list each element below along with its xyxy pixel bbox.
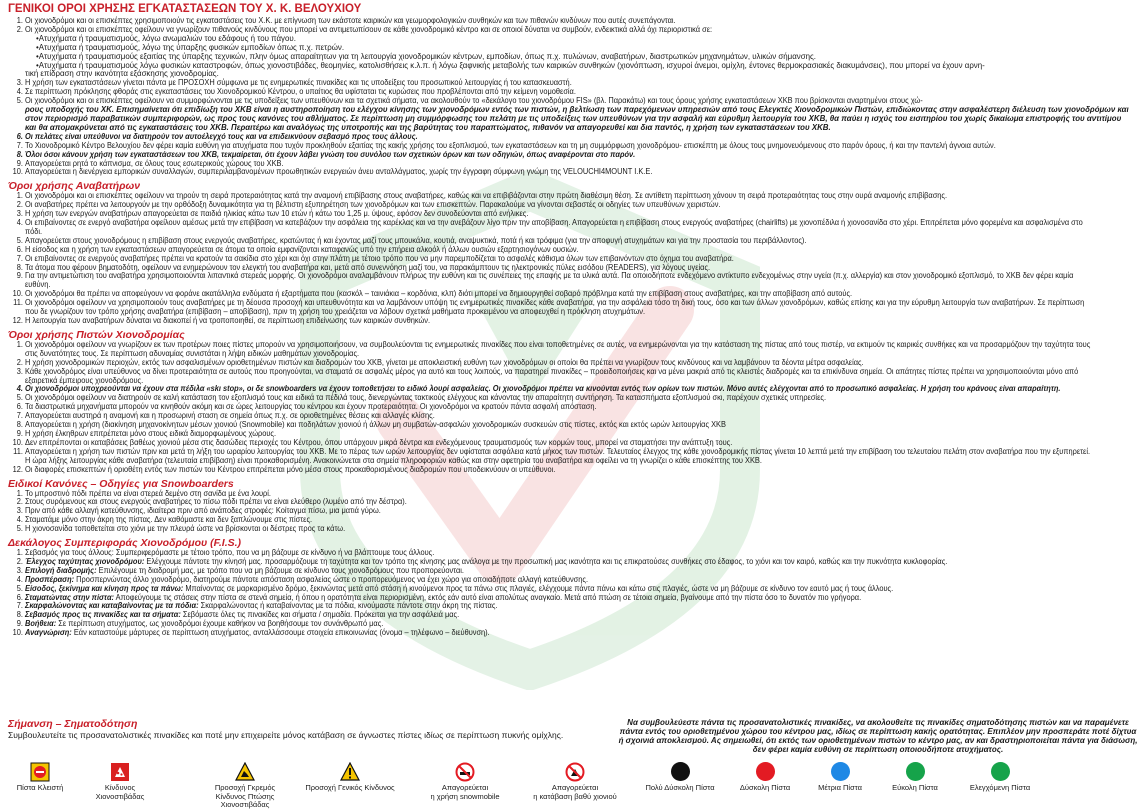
difficulty-label: Μέτρια Πίστα	[818, 783, 862, 792]
list-item: 8. Απαγορεύεται η χρήση (διακίνηση μηχανοκίνητων μέσων χιονιού (Snowmobile) και ποδηλάτων χιονιού ή άλλων μη συμβατών-ασφαλών χιονοδρομικών συσκευών στις πίστες, εκτός και εκτός ωρών λειτουργίας ΧΚΒ	[25, 421, 1097, 430]
fis-term: Βοήθεια:	[25, 619, 57, 629]
section-title-signs: Σήμανση – Σηματοδότηση	[8, 718, 138, 730]
list-item: 5. Η χιονοσανίδα τοποθετείται στο χιόνι με την πλευρά ώστε να βρίσκονται οι δέστρες προς τα κάτω.	[25, 525, 1097, 534]
fis-text: Σε περίπτωση ατυχήματος, ως χιονοδρόμοι έχουμε καθήκον να βοηθήσουμε τον συνάνθρωπό μας.	[56, 619, 384, 629]
list-subitem: •Ατυχήματα ή τραυματισμούς λόγω φυσικών καταστροφών, όπως χιονοστιβάδες, θεομηνίες, κατολισθήσεις κ.λ.π. ή λόγω ξαφνικής μεταβολής των καιρικών συνθηκών (χιονόπτωση, ισχυροί άνεμοι, ομίχλη, έντονες θερμοκρασιακές διακυμάνσεις), που μπορεί να έχουν αρνη-	[36, 60, 985, 70]
list-item: 3. Κάθε χιονοδρόμος είναι υπεύθυνος να δίνει προτεραιότητα σε αυτούς που προηγούνται, να σταματά σε ασφαλές μέρος για αυτό και τους λοιπούς, να παρατηρεί πινακίδες – προειδοποιήσεις και να μένει μακριά από τις κλειστές διαδρομές και τα επικίνδυνα σημεία. Οι απάτητες πίστες πρέπει να χρησιμοποιούνται μόνο από εξαιρετικά έμπειρους χιονοδρόμους.	[25, 368, 1097, 386]
general-danger-icon	[340, 762, 360, 782]
cliff-warning-icon	[235, 762, 255, 782]
difficulty-easy	[875, 762, 955, 793]
general-terms-list	[8, 79, 1132, 106]
fis-text: Σεβασμός για τους άλλους: Συμπεριφερόμαστε με τέτοιο τρόπο, που να μη βάζουμε σε κίνδυνο ή να βλάπτουμε τους άλλους.	[25, 548, 435, 558]
list-item: 8. Τα άτομα που φέρουν βηματοδότη, οφείλουν να ενημερώνουν τον ελεγκτή του αναβατήρα και, μετά από συνεννόηση μαζί του, να παρακάμπτουν τις ηλεκτρονικές πύλες εισόδου (READERS), για λόγους υγείας.	[25, 264, 1097, 273]
safety-notice: Να συμβουλεύεστε πάντα τις προσανατολιστικές πινακίδες, να ακολουθείτε τις πινακίδες σηματοδότησης πιστών και να παραμένετε πάντα εντός του οριοθετημένου χώρου του κέντρου μας, ιδίως σε περίπτωση κακής ορατότητας. Επιπλέον μην προσπεράτε ποτέ δίχτυα ή σχοινιά αποκλεισμού. Ας σημειωθεί, ότι εκτός των οριοθετημένων πιστών το κέντρο μας, αν και δραστηριοποιείται πάντα για διάσωση, δεν φέρει καμία ευθύνη σε περίπτωση οποιουδήποτε ατυχήματος.	[618, 718, 1138, 754]
list-item: 11. Οι χιονοδρόμοι οφείλουν να χρησιμοποιούν τους αναβατήρες με τη δέουσα προσοχή και υπευθυνότητα και να λαμβάνουν υπόψη τις ενημερωτικές πινακίδες κάθε αναβατήρα, για την ασφάλεια τόσο τη δική τους, όσο και των άλλων χιονοδρόμων, καθώς επίσης και για την εύρυθμη λειτουργία των αναβατήρων. Σε περίπτωση που δε γνωρίζουν τον τρόπο χρήσης αναβατήρα (επιβίβαση – αποβίβαση), πριν τη χρήση του χρειάζεται να λάβουν σχετικά μαθήματα προκειμένου να αποφευχθεί η πρόκληση ατυχημάτων.	[25, 299, 1097, 317]
closed-slope-icon	[30, 762, 50, 782]
fis-term: Επιλογή διαδρομής:	[25, 565, 97, 575]
difficulty-label: Εύκολη Πίστα	[892, 783, 938, 792]
sign-closed-slope	[0, 762, 80, 793]
list-item: 2. Η χρήση χιονοδρομικών περιοχών, εκτός των ασφαλισμένων οριοθετημένων πιστών και διαδρομών του ΧΚΒ, γίνεται με αποκλειστική ευθύνη των χιονοδρόμων οι οποίοι θα πρέπει να γνωρίζουν τους κινδύνους και να λαμβάνουν τα δέοντα μέτρα ασφαλείας.	[25, 359, 1097, 368]
fis-term: Έλεγχος ταχύτητας χιονοδρόμου:	[25, 556, 145, 566]
fis-text: Προσπερνώντας άλλο χιονοδρόμο, διατηρούμε πάντοτε απόσταση ασφαλείας ώστε ο προπορευόμενος να έχει χώρο για οποιαδήποτε αλλαγή κατεύθυνσης.	[74, 574, 589, 584]
signs-description: Συμβουλευτείτε τις προσανατολιστικές πινακίδες και ποτέ μην επιχειρείτε μόνος κατάβαση σε άγνωστες πίστες ιδίως σε περίπτωση πυκνής ομίχλης.	[8, 730, 564, 740]
list-item: 10. Δεν επιτρέπονται οι καταβάσεις βαθέως χιονιού μέσα στις δασώδεις περιοχές του Κέντρου, όπου υπάρχουν μικρά δέντρα και ενδεχόμενους τραυματισμούς των κορμών τους, μπορεί να σταματήσει την ανάπτυξη τους.	[25, 439, 1097, 448]
list-item: 5. Απαγορεύεται στους χιονοδρόμους η επιβίβαση στους ενεργούς αναβατήρες, κρατώντας ή και έχοντας μαζί τους μπουκάλια, κουτιά, αναψυκτικά, ποτά ή και τρόφιμα (για την αποφυγή ατυχημάτων και για την προστασία του περιβάλλοντος).	[25, 237, 1097, 246]
list-item: 9. Για την αντιμετώπιση του αναβατήρα χρησιμοποιούνται λιπαντικά στερεάς μορφής. Οι χιονοδρόμοι αναλαμβάνουν πλήρως την ευθύνη και τις συνέπειες της επαφής με τα υλικά αυτά. Πα οποιοδήποτε ενδεχόμενο αντίκτυπο ενδεχομένως στην υγεία (π.χ. αλλεργία) και στον χιονοδρομικό εξοπλισμό, το ΧΚΒ δεν φέρει καμία ευθύνη.	[25, 272, 1097, 290]
sign-no-snowmobile	[415, 762, 515, 801]
fis-term: Είσοδος, ξεκίνημα και κίνηση προς τα πάνω:	[25, 583, 184, 593]
list-item	[25, 629, 1097, 638]
difficulty-dot	[906, 762, 925, 781]
lifts-terms-list	[8, 192, 1132, 326]
list-item: 5. Οι χιονοδρόμοι και οι επισκέπτες οφείλουν να συμμορφώνονται με τις υποδείξεις των υπευθύνων και τα σχετικά σήματα, να ακολουθούν το «δεκάλογο του χιονοδρόμου FIS» (βλ. Παρακάτω) και τους όρους χρήσης εγκαταστάσεων ΧΚΒ που βρίσκονται αναρτημένοι στους χώ-	[25, 97, 1097, 106]
sign-no-deep-snow	[525, 762, 625, 801]
difficulty-very-hard	[640, 762, 720, 793]
sign-general-danger	[300, 762, 400, 793]
no-snowmobile-icon	[455, 762, 475, 782]
fis-term: Σκαρφαλώνοντας και καταβαίνοντας με τα πόδια:	[25, 601, 199, 611]
list-item: 9. Η χρήση έλκηθρων επιτρέπεται μόνο στους ειδικά διαμορφωμένους χώρους.	[25, 430, 1097, 439]
list-item: 3. Η χρήση των εγκαταστάσεων γίνεται πάντα με ΠΡΟΣΟΧΗ σύμφωνα με τις ενημερωτικές πινακίδες και τις υποδείξεις του προσωπικού λειτουργίας ή του κατασκευαστή.	[25, 79, 1097, 88]
difficulty-controlled	[955, 762, 1045, 793]
sign-cliff-warning	[195, 762, 295, 810]
list-item: 7. Οι επιβαίνοντες σε ενεργούς αναβατήρες πρέπει να κρατούν τα σακίδια στο χέρι και όχι στην πλάτη με τέτοιο τρόπο που να μην παρεμποδίζεται το ασφαλές κάθισμα όλων των επιβαινόντων στο όχημα του αναβατήρα.	[25, 255, 1097, 264]
list-subitem: •Ατυχήματα ή τραυματισμούς, λόγω της ύπαρξης φυσικών εμποδίων όπως π.χ. πετρών.	[36, 42, 345, 52]
difficulty-dot	[831, 762, 850, 781]
sign-label: Προσοχή Γκρεμός	[214, 783, 276, 792]
list-item: 12. Η λειτουργία των αναβατήρων δύναται να διακοπεί ή να τροποποιηθεί, σε περίπτωση επιδείνωσης των καιρικών συνθηκών.	[25, 317, 1097, 326]
list-item: 3. Η χρήση των ενεργών αναβατήρων απαγορεύεται σε παιδιά ηλικίας κάτω των 10 ετών ή κάτω του 1,25 μ. ύψους, εφόσον δεν συνοδεύονται από ενήλικες.	[25, 210, 1097, 219]
fis-text: Αποφεύγουμε τις στάσεις στην πίστα σε στενά σημεία, ή όπου η ορατότητα είναι περιορισμένη, εκτός εάν αυτό είναι απολύτως αναγκαίο. Μετά από πτώση σε τέτοια σημεία, βγαίνουμε από την πίστα όσο το δυνατόν πιο γρήγορα.	[114, 592, 862, 602]
fis-text: Σκαρφαλώνοντας ή καταβαίνοντας με τα πόδια, κινούμαστε πάντοτε στην άκρη της πίστας.	[198, 601, 498, 611]
fis-text: Επιλέγουμε τη διαδρομή μας, με τρόπο που να μη βάζουμε σε κίνδυνο τους χιονοδρόμους που προπορεύονται.	[96, 565, 464, 575]
sign-label: Απαγορεύεται	[551, 783, 599, 792]
section-title-fis: Δεκάλογος Συμπεριφοράς Χιονοδρόμου (F.I.S.)	[8, 537, 242, 550]
fis-code-list	[8, 549, 1132, 638]
list-subitem: τική επίδραση στην ικανότητα εξάσκησης χιονοδρομίας.	[25, 69, 219, 79]
sign-label: Κίνδυνος Χιονοστιβάδας	[95, 783, 145, 801]
list-item: 1. Οι χιονοδρόμοι και οι επισκέπτες χρησιμοποιούν τις εγκαταστάσεις του Χ.Κ. με επίγνωση των εκάστοτε καιρικών και γεωμορφολογικών συνθηκών και των πιθανών κινδύνων που αυτές συνεπάγονται.	[25, 17, 1097, 26]
list-item: 6. Οι πελάτες είναι υπεύθυνοι να διατηρούν τον αυτοέλεγχό τους και να επιδεικνύουν σεβασμό προς τους άλλους.	[25, 133, 1097, 142]
list-item: 6. Τα διαστρωτικά μηχανήματα μπορούν να κινηθούν ακόμη και σε ώρες λειτουργίας του κέντρου και έχουν προτεραιότητα. Οι χιονοδρόμοι να κρατούν πάντα ασφαλή απόσταση.	[25, 403, 1097, 412]
list-item: 3. Πριν από κάθε αλλαγή κατεύθυνσης, ιδιαίτερα πριν από ανάποδες στροφές: Κοίταγμα πίσω, μια ματιά γύρω.	[25, 507, 1097, 516]
difficulty-dot	[671, 762, 690, 781]
list-item: 5. Οι χιονοδρόμοι οφείλουν να διατηρούν σε καλή κατάσταση τον εξοπλισμό τους και ειδικά τα πέδιλά τους, διενεργώντας τακτικούς ελέγχους και κάνοντας την απαραίτητη συντήρηση. Τα κατασπήματα εξοπλισμού σκι, παρέχουν σχετικές υπηρεσίες.	[25, 394, 1097, 403]
difficulty-dot	[756, 762, 775, 781]
difficulty-label: Δύσκολη Πίστα	[739, 783, 791, 792]
sign-label: Πίστα Κλειστή	[16, 783, 64, 792]
section-title-lifts: Όροι χρήσης Αναβατήρων	[8, 180, 141, 193]
fis-term: Σεβασμός προς τις πινακίδες και τα σήματα:	[25, 610, 181, 620]
enforcement-note: ρους υποδοχής του ΧΚ. Επισημαίνεται ότι επιδίωξη του ΧΚΒ είναι η αυστηροποίηση του ελέγχου κίνησης των χιονοδρόμων εντός των πιστών, η βελτίωση των παρεχόμενων υπηρεσιών από τους Ελεγκτές Χιονοδρομικών Πιστών, επιδιώκοντας στην ασφαλέστερη διέλευση των χιονοδρόμων και στον περιορισμό παραβατικών συμπεριφορών, ως προς τους κανόνες του αθλήματος. Σε περίπτωση μη συμμόρφωσης του πελάτη με τις υποδείξεις των υπευθύνων για την ασφαλή και εύρυθμη λειτουργία του ΧΚΒ, θα παύει η ισχύς του εισιτηρίου του χωρίς δικαίωμα επιστροφής του αντιτίμου και θα απομακρύνεται από τις εγκαταστάσεις του ΧΚΒ. Περαιτέρω και αναλόγως της υποτροπής και της βαρύτητας του παραπτώματος, πιθανόν να απαγορευθεί και δια παντός, η χρήση των εγκαταστάσεων του ΧΚΒ.	[25, 105, 1129, 132]
general-terms-list	[8, 17, 1132, 35]
fis-text: Ελέγχουμε πάντοτε την κίνησή μας. προσαρμόζουμε τη ταχύτητα και τον τρόπο της κίνησης μας ανάλογα με την προσωπική μας ικανότητα και τις επικρατούσες συνθήκες στο έδαφος, το χιόνι και τον καιρό, καθώς και την πυκνότητα κυκλοφορίας.	[144, 556, 948, 566]
list-item: 4. Σταματάμε μόνο στην άκρη της πίστας. Δεν καθόμαστε και δεν ξαπλώνουμε στις πίστες.	[25, 516, 1097, 525]
list-item: 7. Το Χιονοδρομικό Κέντρο Βελουχίου δεν φέρει καμία ευθύνη για ατυχήματα που τυχόν προκληθούν εξαιτίας της κακής χρήσης του εξοπλισμού, των εγκαταστάσεων και τη μη συμμόρφωση χιονοδρόμου- επισκέπτη με όλους τους μνημονευόμενους στο παρόν όρους, ή και την παντελή άγνοια αυτών.	[25, 142, 1097, 151]
sign-label: η χρήση snowmobile	[430, 791, 500, 801]
sign-label: Κίνδυνος Πτώσης Χιονοστιβάδας	[215, 791, 275, 809]
difficulty-label: Ελεγχόμενη Πίστα	[969, 783, 1031, 792]
signage-section	[8, 718, 1138, 754]
list-subitem: •Ατυχήματα ή τραυματισμούς εξαιτίας της ύπαρξης τεχνικών, πλην όμως απαραίτητων για τη λειτουργία χιονοδρομικών κέντρων, εμποδίων, όπως π.χ. πυλώνων, αναβατήρων, διαστρωτικών μηχανημάτων, υλικών σήμανσης.	[36, 51, 816, 61]
list-item: 1. Οι χιονοδρόμοι και οι επισκέπτες οφείλουν να τηρούν τη σειρά προτεραιότητας κατά την αναμονή επιβίβασης στους αναβατήρες, καθώς και να επιβιβάζονται στην πρώτη διαθέσιμη θέση. Σε αντίθετη περίπτωση χάνουν τη σειρά προτεραιότητας τους στην ουρά αναμονής επιβίβασης.	[25, 192, 1097, 201]
list-item: 8. Όλοι όσοι κάνουν χρήση των εγκαταστάσεων του ΧΚΒ, τεκμαίρεται, ότι έχουν λάβει γνώση του συνόλου των σχετικών όρων και των οδηγιών, όπως αναφέρονται στο παρόν.	[25, 151, 1097, 160]
snowboard-rules-list	[8, 490, 1132, 535]
sign-label: Προσοχή Γενικός Κίνδυνος	[305, 783, 395, 792]
slopes-terms-list	[8, 341, 1132, 475]
fis-text: Εάν καταστούμε μάρτυρες σε περίπτωση ατυχήματος, ανταλλάσσουμε στοιχεία επικοινωνίας (όνομα – τηλέφωνο – διεύθυνση).	[71, 628, 490, 638]
list-item: 1. Οι χιονοδρόμοι οφείλουν να γνωρίζουν εκ των προτέρων ποιες πίστες μπορούν να χρησιμοποιήσουν, να συμβουλεύονται τις ενημερωτικές πινακίδες που είναι τοποθετημένες σε αυτές, να ενημερώνονται για την κατάσταση της πίστας από τους πιστέρ, να εκτιμούν τις καιρικές συνθήκες και να προσαρμόζουν την ταχύτητα τους στις δυνατότητες τους. Σε περίπτωση αδυναμίας συνιστάται η λήψη ειδικών μαθημάτων χιονοδρομίας.	[25, 341, 1097, 359]
general-terms-list	[8, 133, 1132, 178]
list-item: 10. Οι χιονοδρόμοι θα πρέπει να αποφεύγουν να φοράνε ακατάλληλα ενδύματα ή εξαρτήματα που (κασκόλ – ταινιάκια – κορδόνια, κλπ) διότι μπορεί να δημιουργηθεί σοβαρό πρόβλημα κατά την επιβίβαση στους αναβατήρες, και την αποβίβαση από αυτούς.	[25, 290, 1097, 299]
list-item: 6. Η είσοδος και η χρήση των εγκαταστάσεων απαγορεύεται σε άτομα τα οποία εμφανίζονται καταφανώς υπό την επήρεια αλκοόλ ή άλλων ουσιών εξαρτησιογόνων ουσιών.	[25, 246, 1097, 255]
sign-label: η κατάβαση βαθύ χιονιού	[533, 791, 617, 801]
list-item: 10. Απαγορεύεται η διενέργεια εμπορικών συναλλαγών, συμπεριλαμβανομένων προωθητικών ενεργειών άνευ ανταλλάγματος, χωρίς την έγγραφη σύμφωνη γνώμη της VELOUCHI4MOUNT I.K.E.	[25, 168, 1097, 177]
list-item: 9. Απαγορεύεται ρητά το κάπνισμα, σε όλους τους εσωτερικούς χώρους του ΧΚΒ.	[25, 160, 1097, 169]
fis-text: Σεβόμαστε όλες τις πινακίδες και σήματα / σημαδία. Πρόκειται για την ασφάλειά μας.	[180, 610, 460, 620]
sign-avalanche-danger	[80, 762, 160, 801]
fis-term: Αναγνώριση:	[25, 628, 72, 638]
list-item: 7. Απαγορεύεται αυστηρά η αναμονή και η προσωρινή σταση σε σημεία όπως π.χ. σε οριοθετημένες θέσεις και αλλαγές κλίσης.	[25, 412, 1097, 421]
difficulty-label: Πολύ Δύσκολη Πίστα	[645, 783, 715, 792]
list-item: 4. Σε περίπτωση πρόκλησης φθοράς στις εγκαταστάσεις του Χιονοδρομικού Κέντρου, ο υπαίτιος θα υφίσταται τις κυρώσεις που προβλέπονται από την κείμενη νομοθεσία.	[25, 88, 1097, 97]
list-item: 12. Οι διαφορές επισκεπτών ή οριοθέτη εντός των πιστών του Κέντρου επιτρέπεται μόνο μέσα στους προκαθορισμένους διαδρομών που υποδεικνύουν οι υπεύθυνοι.	[25, 466, 1097, 475]
page-title: ΓΕΝΙΚΟΙ ΟΡΟΙ ΧΡΗΣΗΣ ΕΓΚΑΤΑΣΤΑΣΕΩΝ ΤΟΥ Χ. Κ. ΒΕΛΟΥΧΙΟΥ	[8, 3, 362, 15]
list-item: 2. Οι αναβατήρες πρέπει να λειτουργούν με την ορθόδοξη δυναμικότητα για τη βέλτιστη εξυπηρέτηση των χιονοδρόμων και των επισκεπτών. Παρακαλούμε να γίνονται σεβαστές οι οδηγίες των υπευθύνων χειριστών.	[25, 201, 1097, 210]
section-title-snowboard: Ειδικοί Κανόνες – Οδηγίες για Snowboarders	[8, 477, 234, 490]
signs-legend	[0, 762, 1140, 809]
difficulty-hard	[725, 762, 805, 793]
fis-text: Μπαίνοντας σε μαρκαρισμένο δρόμο, ξεκινώντας μετά από στάση ή κινούμενοι προς τα πάνω στις πλαγιές, ελέγχουμε πάντα πάνω και κάτω στις πλαγιές, ώστε να μη βάζουμε σε κίνδυνο τον εαυτό μας ή τους άλλους.	[183, 583, 894, 593]
difficulty-dot	[991, 762, 1010, 781]
no-deep-snow-icon	[565, 762, 585, 782]
list-item: 4. Οι επιβαίνοντες σε ενεργό αναβατήρα οφείλουν αμέσως μετά την επιβίβαση να κατεβάζουν την ασφάλεια της καρέκλας και να την ανεβάζουν λίγο πριν την αποβίβαση. Απαγορεύεται η επιβίβαση στους ενεργούς αναβατήρες (chairlifts) με χιονοπέδιλα ή χιονοσανίδα στο χέρι. Επιτρέπεται μόνο φορεμένα και ασφαλισμένα στο πόδι.	[25, 219, 1097, 237]
section-title-slopes: Όροι χρήσης Πιστών Χιονοδρομίας	[8, 328, 185, 341]
list-item: 1. Το μπροστινό πόδι πρέπει να είναι στερεά δεμένο στη σανίδα με ένα λουρί.	[25, 490, 1097, 499]
avalanche-danger-icon	[110, 762, 130, 782]
fis-term: Σταματώντας στην πίστα:	[25, 592, 115, 602]
sign-label: Απαγορεύεται	[441, 783, 489, 792]
list-item: 2. Οι χιονοδρόμοι και οι επισκέπτες οφείλουν να γνωρίζουν πιθανούς κινδύνους που μπορεί να αντιμετωπίσουν σε κάθε χιονοδρομικό κέντρο και σε οποιοί δύναται να συμβούν, ενδεικτικά αλλά όχι περιοριστικά σε:	[25, 26, 1097, 35]
list-item: 2. Στους συρόμενους και στους ενεργούς αναβατήρες το πίσω πόδι πρέπει να είναι ελεύθερο (λυμένο από την δέστρα).	[25, 498, 1097, 507]
list-item: 11. Απαγορεύεται η χρήση των πιστών πριν και μετά τη λήξη του ωραρίου λειτουργίας του ΧΚΒ. Με το πέρας των ωρών λειτουργίας δεν υφίσταται ασφάλεια κατά μήκος των πιστών. Τελευταίος έλεγχος της κάθε χιονοδρομικής πίστας γίνεται 10 λεπτά μετά την επιβίβαση του τελευταίου πελάτη στον αναβατήρα που την εξυπηρετεί. Η ώρα λήξης λειτουργίας κάθε αναβατήρα (τελευταία επιβίβαση) είναι προκαθορισμένη. Ανακοινώνεται στα σημεία πληροφοριών καθώς και στην αφετηρία του αναβατήρα και οφείλει να τη γνωρίζει ο κάθε επισκέπτης του ΧΚΒ.	[25, 448, 1097, 466]
list-subitem: •Ατυχήματα ή τραυματισμούς, λόγω ανωμαλιών του εδάφους ή του πάγου.	[36, 33, 296, 43]
list-item: 4. Οι χιονοδρόμοι υποχρεούνται να έχουν στα πέδιλα «skι stop», οι δε snowboarders να έχουν τοποθετήσει το ειδικό λουρί ασφαλείας. Οι χιονοδρόμοι πρέπει να κινούνται εντός των ορίων των πιστών. Μόνο αυτές ελέγχονται από το προσωπικό ασφαλείας. Η χρήση του κράνους είναι απαραίτητη.	[25, 385, 1097, 394]
fis-term: Προσπέραση:	[25, 574, 75, 584]
difficulty-medium	[800, 762, 880, 793]
